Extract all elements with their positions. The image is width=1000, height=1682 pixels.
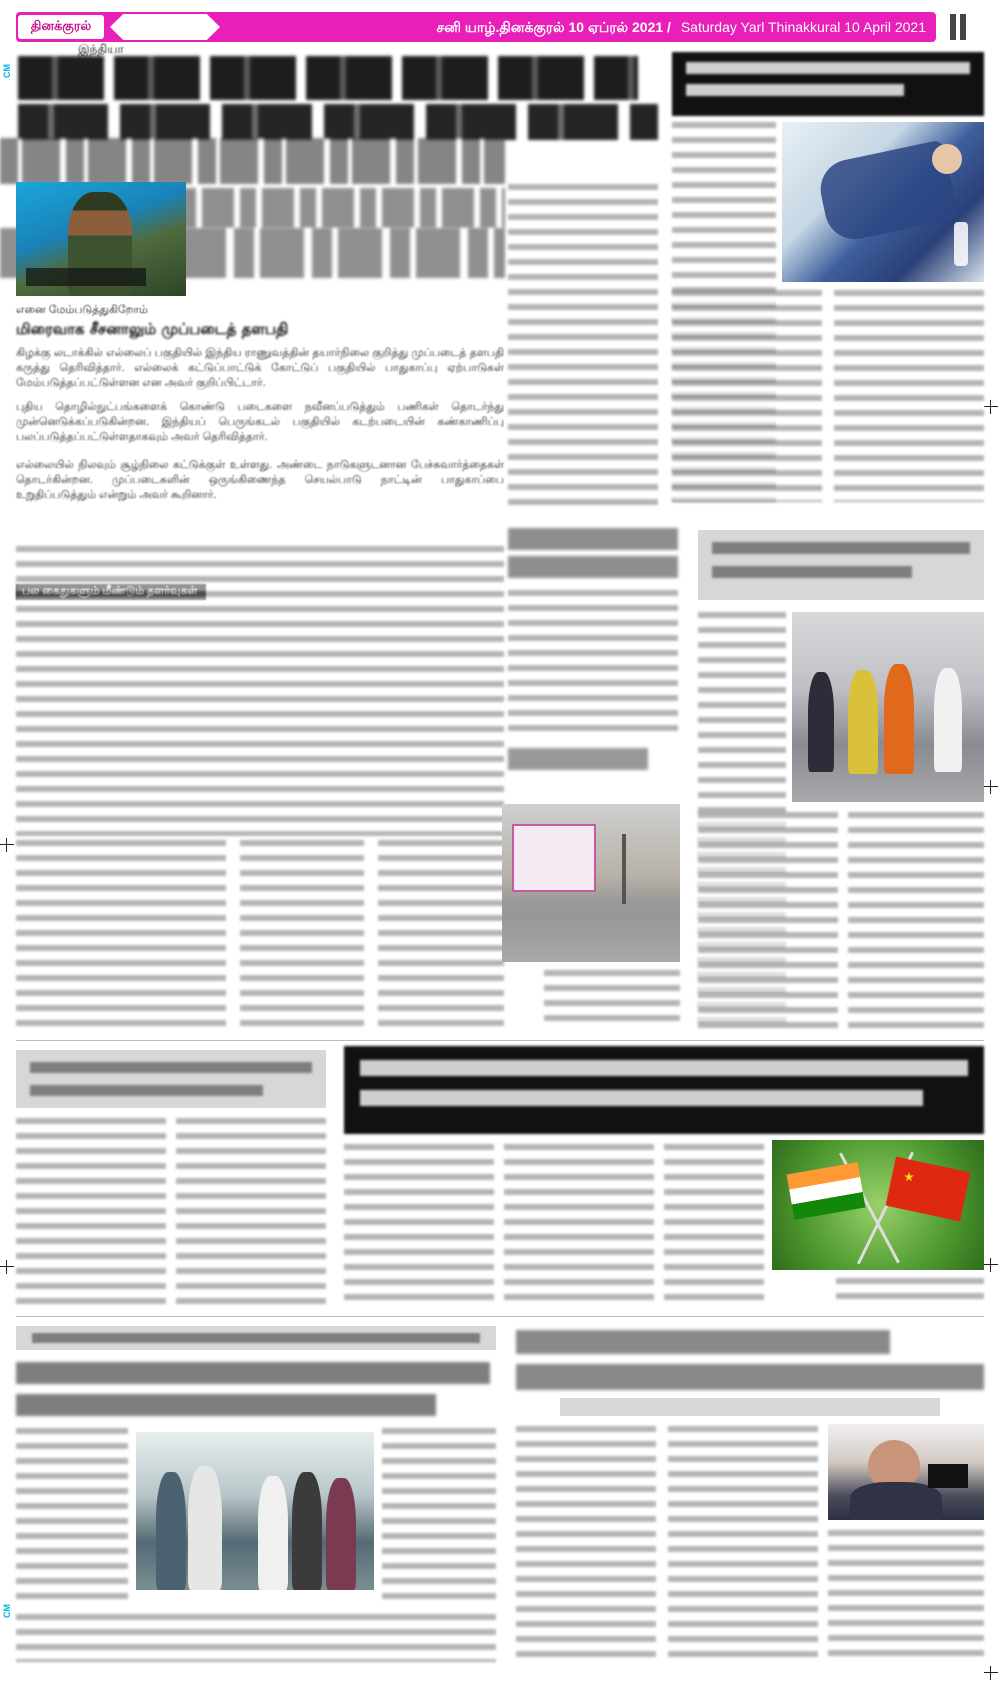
text-column bbox=[382, 1428, 496, 1608]
text-column bbox=[176, 1118, 326, 1308]
lead-paragraph: புதிய தொழில்நுட்பங்களைக் கொண்டு படைகளை நவீனப்படுத்தும் பணிகள் தொடர்ந்து முன்னெடுக்கப்படுகின்றன. இந்தியப் பெருங்கடல் பகுதியில் கடற்படையின் கண்காணிப்பு பலப்படுத்தப்பட்டுள்ளதாகவும் அவர் தெரிவித்தார். bbox=[16, 401, 504, 443]
dateline-tamil: சனி யாழ்.தினக்குரல் 10 ஏப்ரல் 2021 / bbox=[436, 19, 671, 35]
text-column bbox=[672, 290, 822, 502]
crop-mark-icon bbox=[984, 400, 998, 414]
cmyk-mark-icon: CM bbox=[2, 1604, 12, 1618]
text-column bbox=[16, 1614, 496, 1662]
text-column bbox=[664, 1144, 764, 1306]
text-column bbox=[16, 1118, 166, 1308]
army-chief-photo bbox=[16, 182, 186, 296]
text-column bbox=[828, 1530, 984, 1662]
crop-mark-icon bbox=[0, 838, 14, 852]
story-headline bbox=[516, 1330, 890, 1354]
registration-bars-icon bbox=[950, 14, 980, 40]
dateline-english: Saturday Yarl Thinakkural 10 April 2021 bbox=[680, 19, 926, 35]
crop-mark-icon bbox=[984, 1666, 998, 1680]
crop-mark-icon bbox=[984, 780, 998, 794]
crop-mark-icon bbox=[0, 1260, 14, 1274]
cmyk-mark-icon: CM bbox=[2, 64, 12, 78]
photo-headline bbox=[508, 748, 648, 770]
hospital-patient-photo bbox=[782, 122, 984, 282]
story-headline bbox=[16, 1362, 490, 1384]
text-column bbox=[508, 184, 658, 514]
lead-paragraph: எல்லையில் நிலவும் சூழ்நிலை கட்டுக்குள் உள்ளது. அண்டை நாடுகளுடனான பேச்சுவார்த்தைகள் தொடர்கின்றன. முப்படைகளின் ஒருங்கிணைந்த செயல்பாடு நாட்டின் பாதுகாப்பை உறுதிப்படுத்தும் என்றும் அவர் கூறினார். bbox=[16, 459, 504, 501]
dateline bbox=[437, 12, 926, 42]
lead-deck: மிரைவாக சீசனாலும் முப்படைத் தளபதி bbox=[16, 320, 289, 338]
story-headline-box bbox=[698, 530, 984, 600]
text-column bbox=[16, 1428, 128, 1608]
story-headline bbox=[508, 528, 678, 550]
text-column bbox=[508, 590, 678, 740]
newspaper-logo: தினக்குரல் bbox=[18, 15, 104, 39]
story-headline-black bbox=[672, 52, 984, 116]
text-column bbox=[834, 290, 984, 502]
section-divider bbox=[16, 1316, 984, 1317]
migrant-workers-photo bbox=[136, 1432, 374, 1590]
text-column bbox=[378, 840, 504, 1034]
masthead-arrow-icon bbox=[110, 14, 220, 40]
text-column bbox=[544, 970, 680, 1030]
sanitation-workers-photo bbox=[792, 612, 984, 802]
text-column bbox=[344, 1144, 494, 1306]
story-headline-box bbox=[16, 1050, 326, 1108]
text-column bbox=[848, 812, 984, 1032]
lead-sub-headline bbox=[180, 188, 505, 228]
lead-body-columns bbox=[16, 546, 504, 836]
lead-kicker: எனை மேம்படுத்துகிறோம் bbox=[16, 304, 148, 316]
story-headline bbox=[516, 1364, 984, 1390]
barricade-photo bbox=[502, 804, 680, 962]
minister-photo bbox=[828, 1424, 984, 1520]
lead-paragraph: கிழக்கு லடாக்கில் எல்லைப் பகுதியில் இந்திய ராணுவத்தின் தயார்நிலை குறித்து முப்படைத் தளபதி கருத்து தெரிவித்தார். எல்லைக் கட்டுப்பாட்டுக் கோட்டுப் பகுதியில் பாதுகாப்பு ஏற்பாடுகள் மேம்படுத்தப்பட்டுள்ளன என அவர் குறிப்பிட்டார். bbox=[16, 347, 504, 389]
crop-mark-icon bbox=[984, 1258, 998, 1272]
text-column bbox=[504, 1144, 654, 1306]
text-column bbox=[516, 1426, 656, 1662]
lead-headline-overprint bbox=[0, 138, 505, 184]
text-column bbox=[16, 840, 226, 1034]
text-column bbox=[698, 812, 838, 1032]
india-china-flags-photo bbox=[772, 1140, 984, 1270]
story-kicker-box bbox=[16, 1326, 496, 1350]
text-column bbox=[836, 1278, 984, 1302]
section-label: இந்தியா bbox=[78, 42, 124, 56]
text-column bbox=[240, 840, 364, 1034]
story-headline bbox=[508, 556, 678, 578]
story-headline bbox=[16, 1394, 436, 1416]
story-headline-black bbox=[344, 1046, 984, 1134]
text-column bbox=[668, 1426, 818, 1662]
story-subhead-box bbox=[560, 1398, 940, 1416]
lead-headline-line-2 bbox=[18, 104, 658, 140]
lead-headline-line-1 bbox=[18, 56, 638, 100]
section-divider bbox=[16, 1040, 984, 1041]
